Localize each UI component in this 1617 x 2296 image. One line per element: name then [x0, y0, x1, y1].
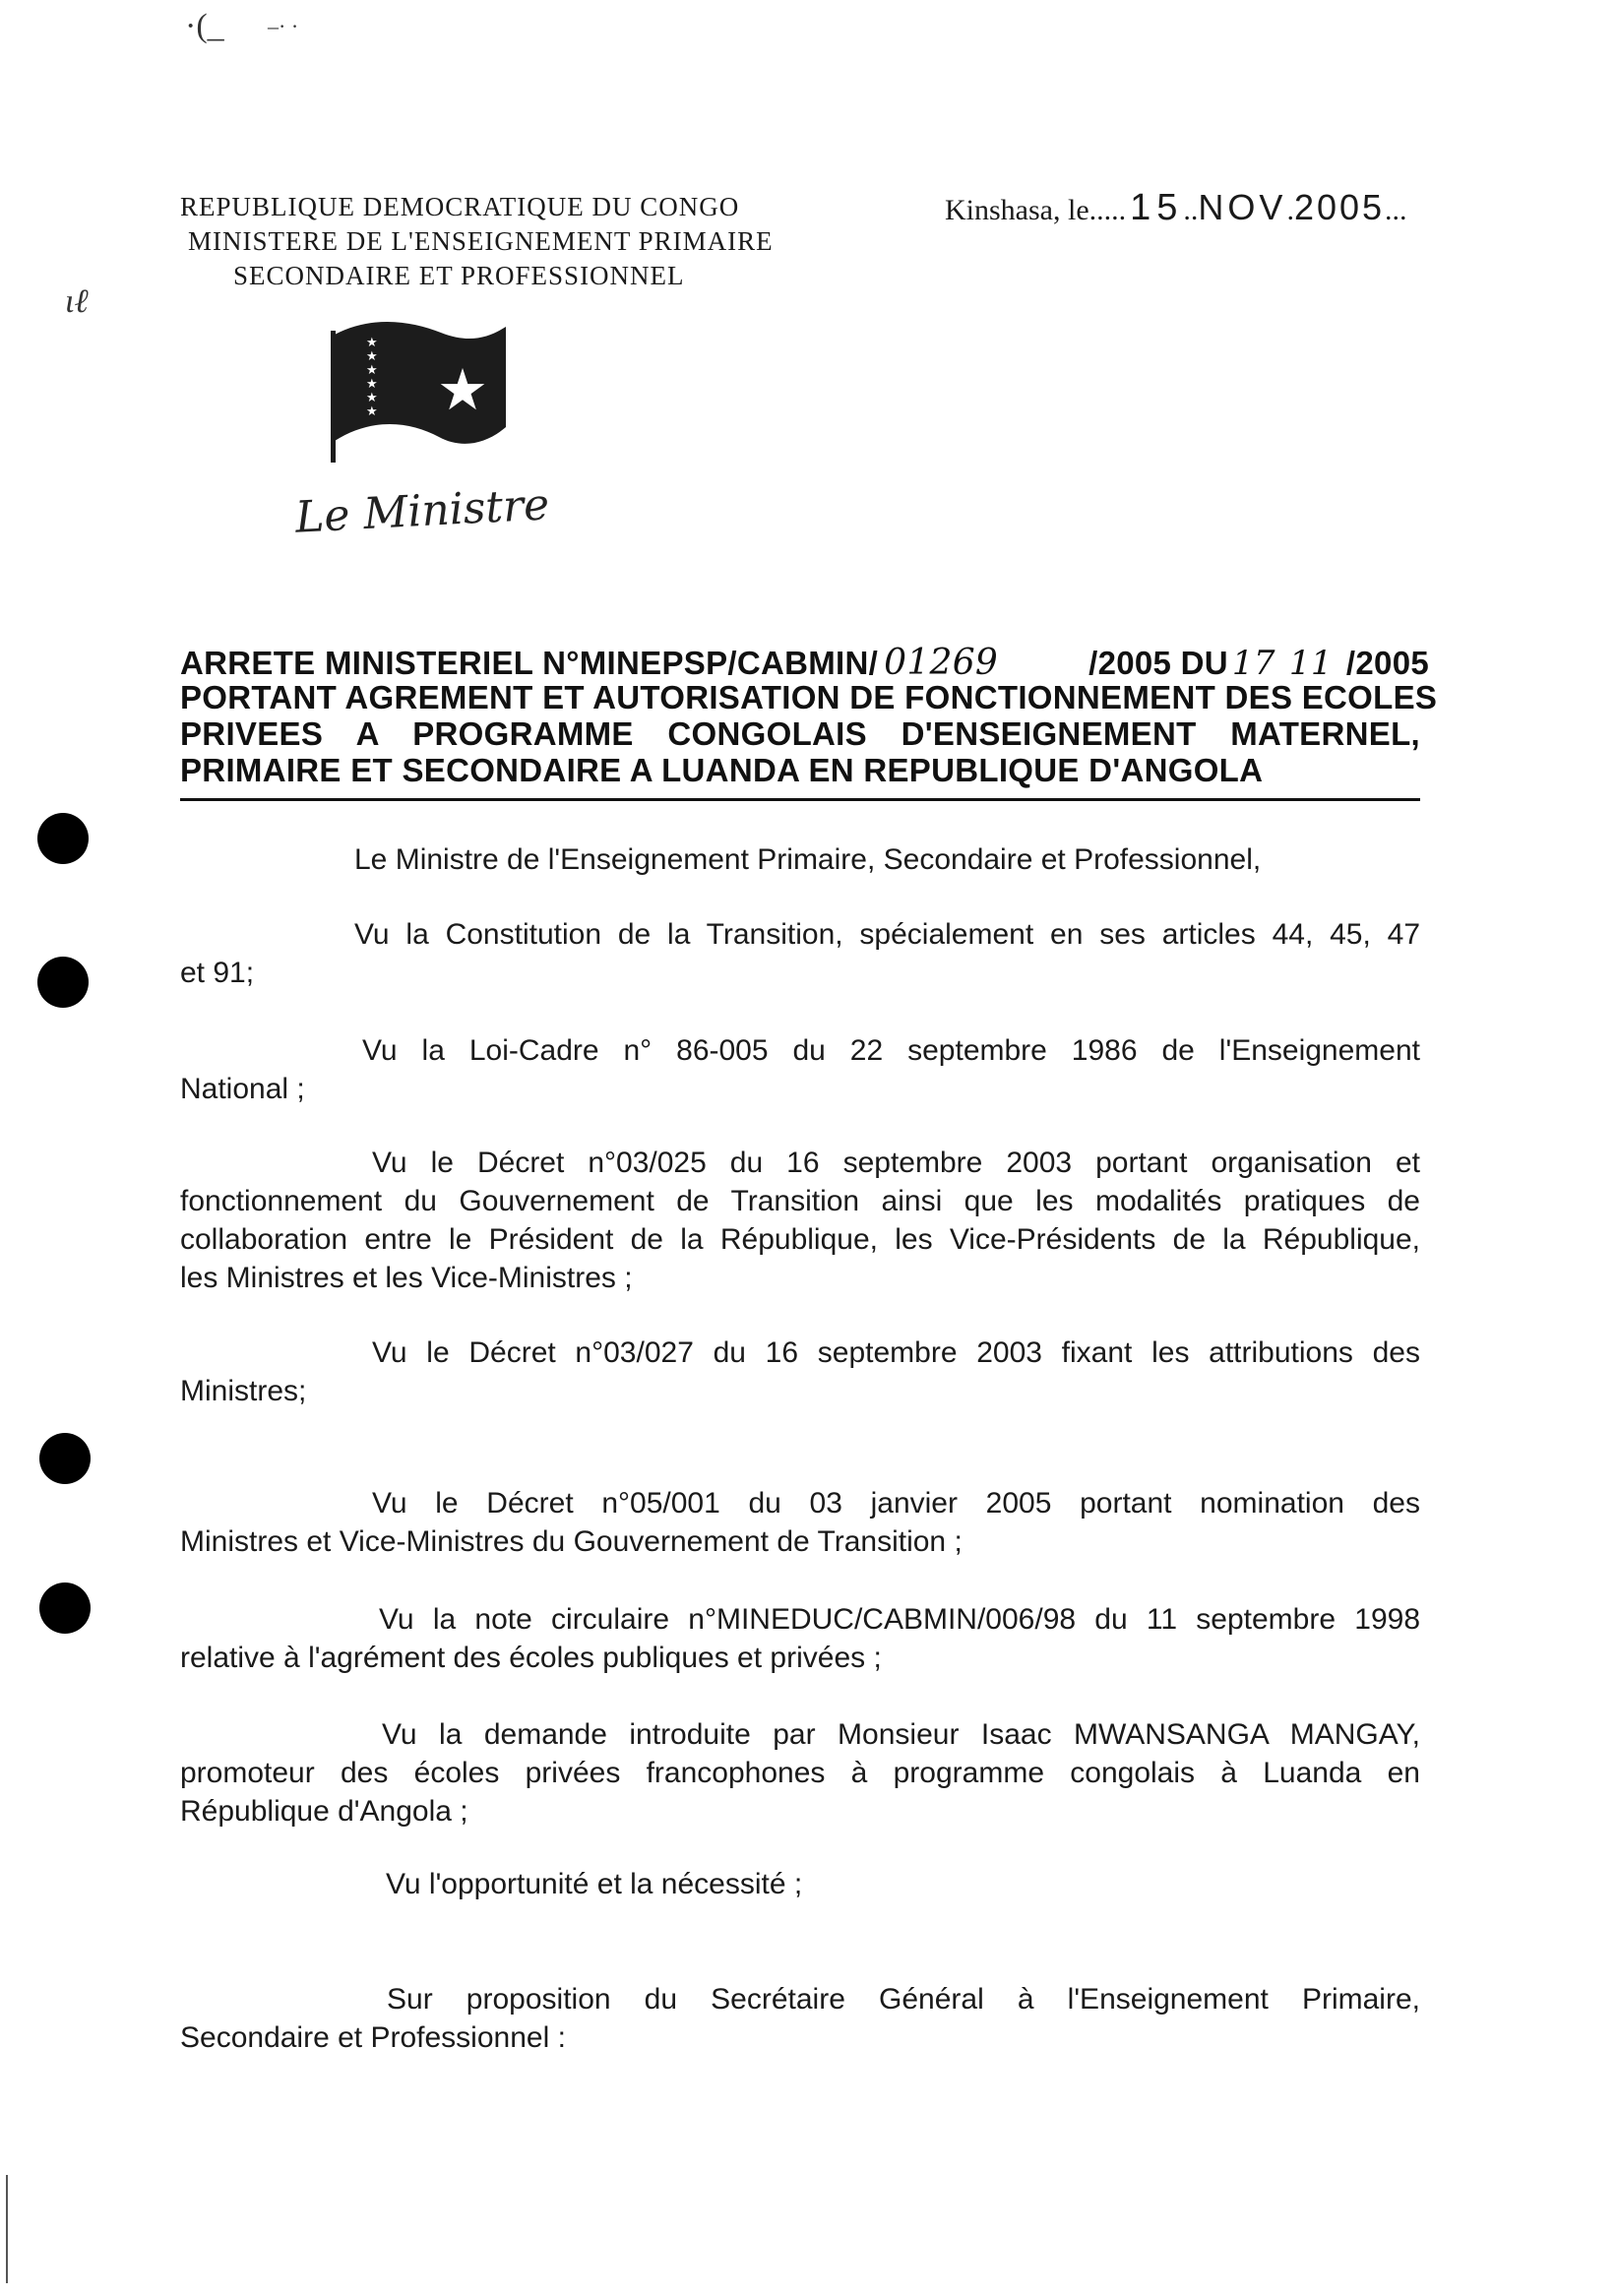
small-stars	[366, 336, 378, 419]
paragraph-demande-l1: Vu la demande introduite par Monsieur Isaac MWANSANGA MANGAY,	[382, 1718, 1420, 1751]
paragraph-note-circulaire-l2: relative à l'agrément des écoles publiques et privées ;	[180, 1642, 882, 1674]
paragraph-decret-05-001-l1: Vu le Décret n°05/001 du 03 janvier 2005 portant nomination des	[372, 1487, 1420, 1520]
header-ministry: MINISTERE DE L'ENSEIGNEMENT PRIMAIRE	[188, 226, 774, 256]
svg-text:★: ★	[366, 377, 378, 392]
paragraph-constitution	[180, 915, 1420, 992]
paragraph-minister-text: Le Ministre de l'Enseignement Primaire, Secondaire et Professionnel,	[354, 843, 1262, 876]
date-stamp-year: 2005	[1293, 187, 1386, 227]
place-date-prefix: Kinshasa, le.....	[945, 194, 1127, 226]
scan-mark-left-margin: ɩℓ	[65, 283, 89, 320]
paragraph-decret-05-001-l2: Ministres et Vice-Ministres du Gouvernement de Transition ;	[180, 1525, 963, 1558]
paragraph-demande-l2: promoteur des écoles privées francophones à programme congolais à Luanda en	[180, 1757, 1420, 1789]
decree-title-suffix: /2005	[1345, 645, 1430, 681]
paragraph-loi-cadre-l1: Vu la Loi-Cadre n° 86-005 du 22 septembre 1986 de l'Enseignement	[362, 1034, 1420, 1067]
date-stamp-sep2: .	[1286, 194, 1294, 226]
paragraph-proposition-l1: Sur proposition du Secrétaire Général à l'Enseignement Primaire,	[387, 1983, 1420, 2016]
paragraph-decret-03-025-l4: les Ministres et les Vice-Ministres ;	[180, 1262, 633, 1294]
paragraph-opportunite-text: Vu l'opportunité et la nécessité ;	[386, 1868, 803, 1900]
decree-title-line-1	[180, 643, 1430, 683]
large-star: ★	[437, 356, 488, 423]
decree-title-line-4: PRIMAIRE ET SECONDAIRE A LUANDA EN REPUBLIQUE D'ANGOLA	[180, 752, 1264, 788]
paragraph-demande-l3: République d'Angola ;	[180, 1795, 468, 1828]
paragraph-decret-03-025-l1: Vu le Décret n°03/025 du 16 septembre 2003 portant organisation et	[372, 1147, 1420, 1179]
decree-title-line-2: PORTANT AGREMENT ET AUTORISATION DE FONCTIONNEMENT DES ECOLES	[180, 679, 1438, 715]
flag-pole	[331, 331, 336, 463]
paragraph-minister	[354, 840, 1437, 879]
paragraph-decret-03-027	[180, 1334, 1420, 1410]
scan-left-edge-line	[6, 2175, 8, 2283]
scan-mark-top-small: –· ·	[268, 14, 299, 38]
svg-text:★: ★	[366, 336, 378, 350]
paragraph-proposition	[180, 1980, 1420, 2057]
paragraph-note-circulaire	[180, 1600, 1420, 1677]
paragraph-opportunite	[386, 1865, 1272, 1903]
decree-month-handwritten: 11	[1288, 644, 1333, 683]
header-republic: REPUBLIQUE DEMOCRATIQUE DU CONGO	[180, 192, 740, 221]
punch-hole-2	[37, 957, 89, 1008]
paragraph-proposition-l2: Secondaire et Professionnel :	[180, 2021, 566, 2054]
paragraph-decret-05-001	[180, 1484, 1420, 1561]
drc-flag-emblem	[323, 317, 510, 465]
paragraph-demande	[180, 1715, 1420, 1831]
paragraph-note-circulaire-l1: Vu la note circulaire n°MINEDUC/CABMIN/006/98 du 11 septembre 1998	[379, 1603, 1420, 1636]
scan-mark-top-left: ·(_	[185, 8, 224, 44]
paragraph-decret-03-027-l1: Vu le Décret n°03/027 du 16 septembre 2003 fixant les attributions des	[372, 1336, 1420, 1369]
svg-text:★: ★	[366, 391, 378, 405]
paragraph-constitution-l2: et 91;	[180, 957, 255, 989]
paragraph-loi-cadre	[180, 1031, 1420, 1108]
paragraph-decret-03-025-l3: collaboration entre le Président de la République, les Vice-Présidents de la République,	[180, 1223, 1420, 1256]
decree-day-handwritten: 17	[1231, 644, 1275, 683]
svg-text:★: ★	[366, 404, 378, 419]
decree-title-mid: /2005 DU	[1088, 645, 1228, 681]
paragraph-decret-03-025	[180, 1144, 1420, 1297]
paragraph-constitution-l1: Vu la Constitution de la Transition, spécialement en ses articles 44, 45, 47	[354, 918, 1420, 951]
decree-title-prefix: ARRETE MINISTERIEL N°MINEPSP/CABMIN/	[180, 645, 879, 681]
place-date	[945, 187, 1407, 229]
svg-text:★: ★	[366, 349, 378, 364]
header-ministry-cont: SECONDAIRE ET PROFESSIONNEL	[233, 261, 685, 290]
punch-hole-3	[39, 1433, 91, 1484]
svg-text:★: ★	[366, 363, 378, 378]
punch-hole-4	[39, 1582, 91, 1634]
decree-title-line-3: PRIVEES A PROGRAMME CONGOLAIS D'ENSEIGNEMENT MATERNEL,	[180, 715, 1420, 752]
date-stamp-sep: ..	[1183, 194, 1199, 226]
paragraph-decret-03-027-l2: Ministres;	[180, 1375, 307, 1407]
decree-number-handwritten: 01269	[884, 643, 999, 683]
title-underline	[180, 798, 1420, 801]
punch-hole-1	[37, 813, 89, 864]
paragraph-loi-cadre-l2: National ;	[180, 1073, 305, 1105]
date-stamp-day: 15	[1130, 187, 1184, 228]
signature-caption: Le Ministre	[293, 479, 551, 543]
date-stamp-month: NOV	[1198, 187, 1287, 227]
date-suffix: ...	[1385, 194, 1407, 226]
paragraph-decret-03-025-l2: fonctionnement du Gouvernement de Transition ainsi que les modalités pratiques de	[180, 1185, 1420, 1217]
